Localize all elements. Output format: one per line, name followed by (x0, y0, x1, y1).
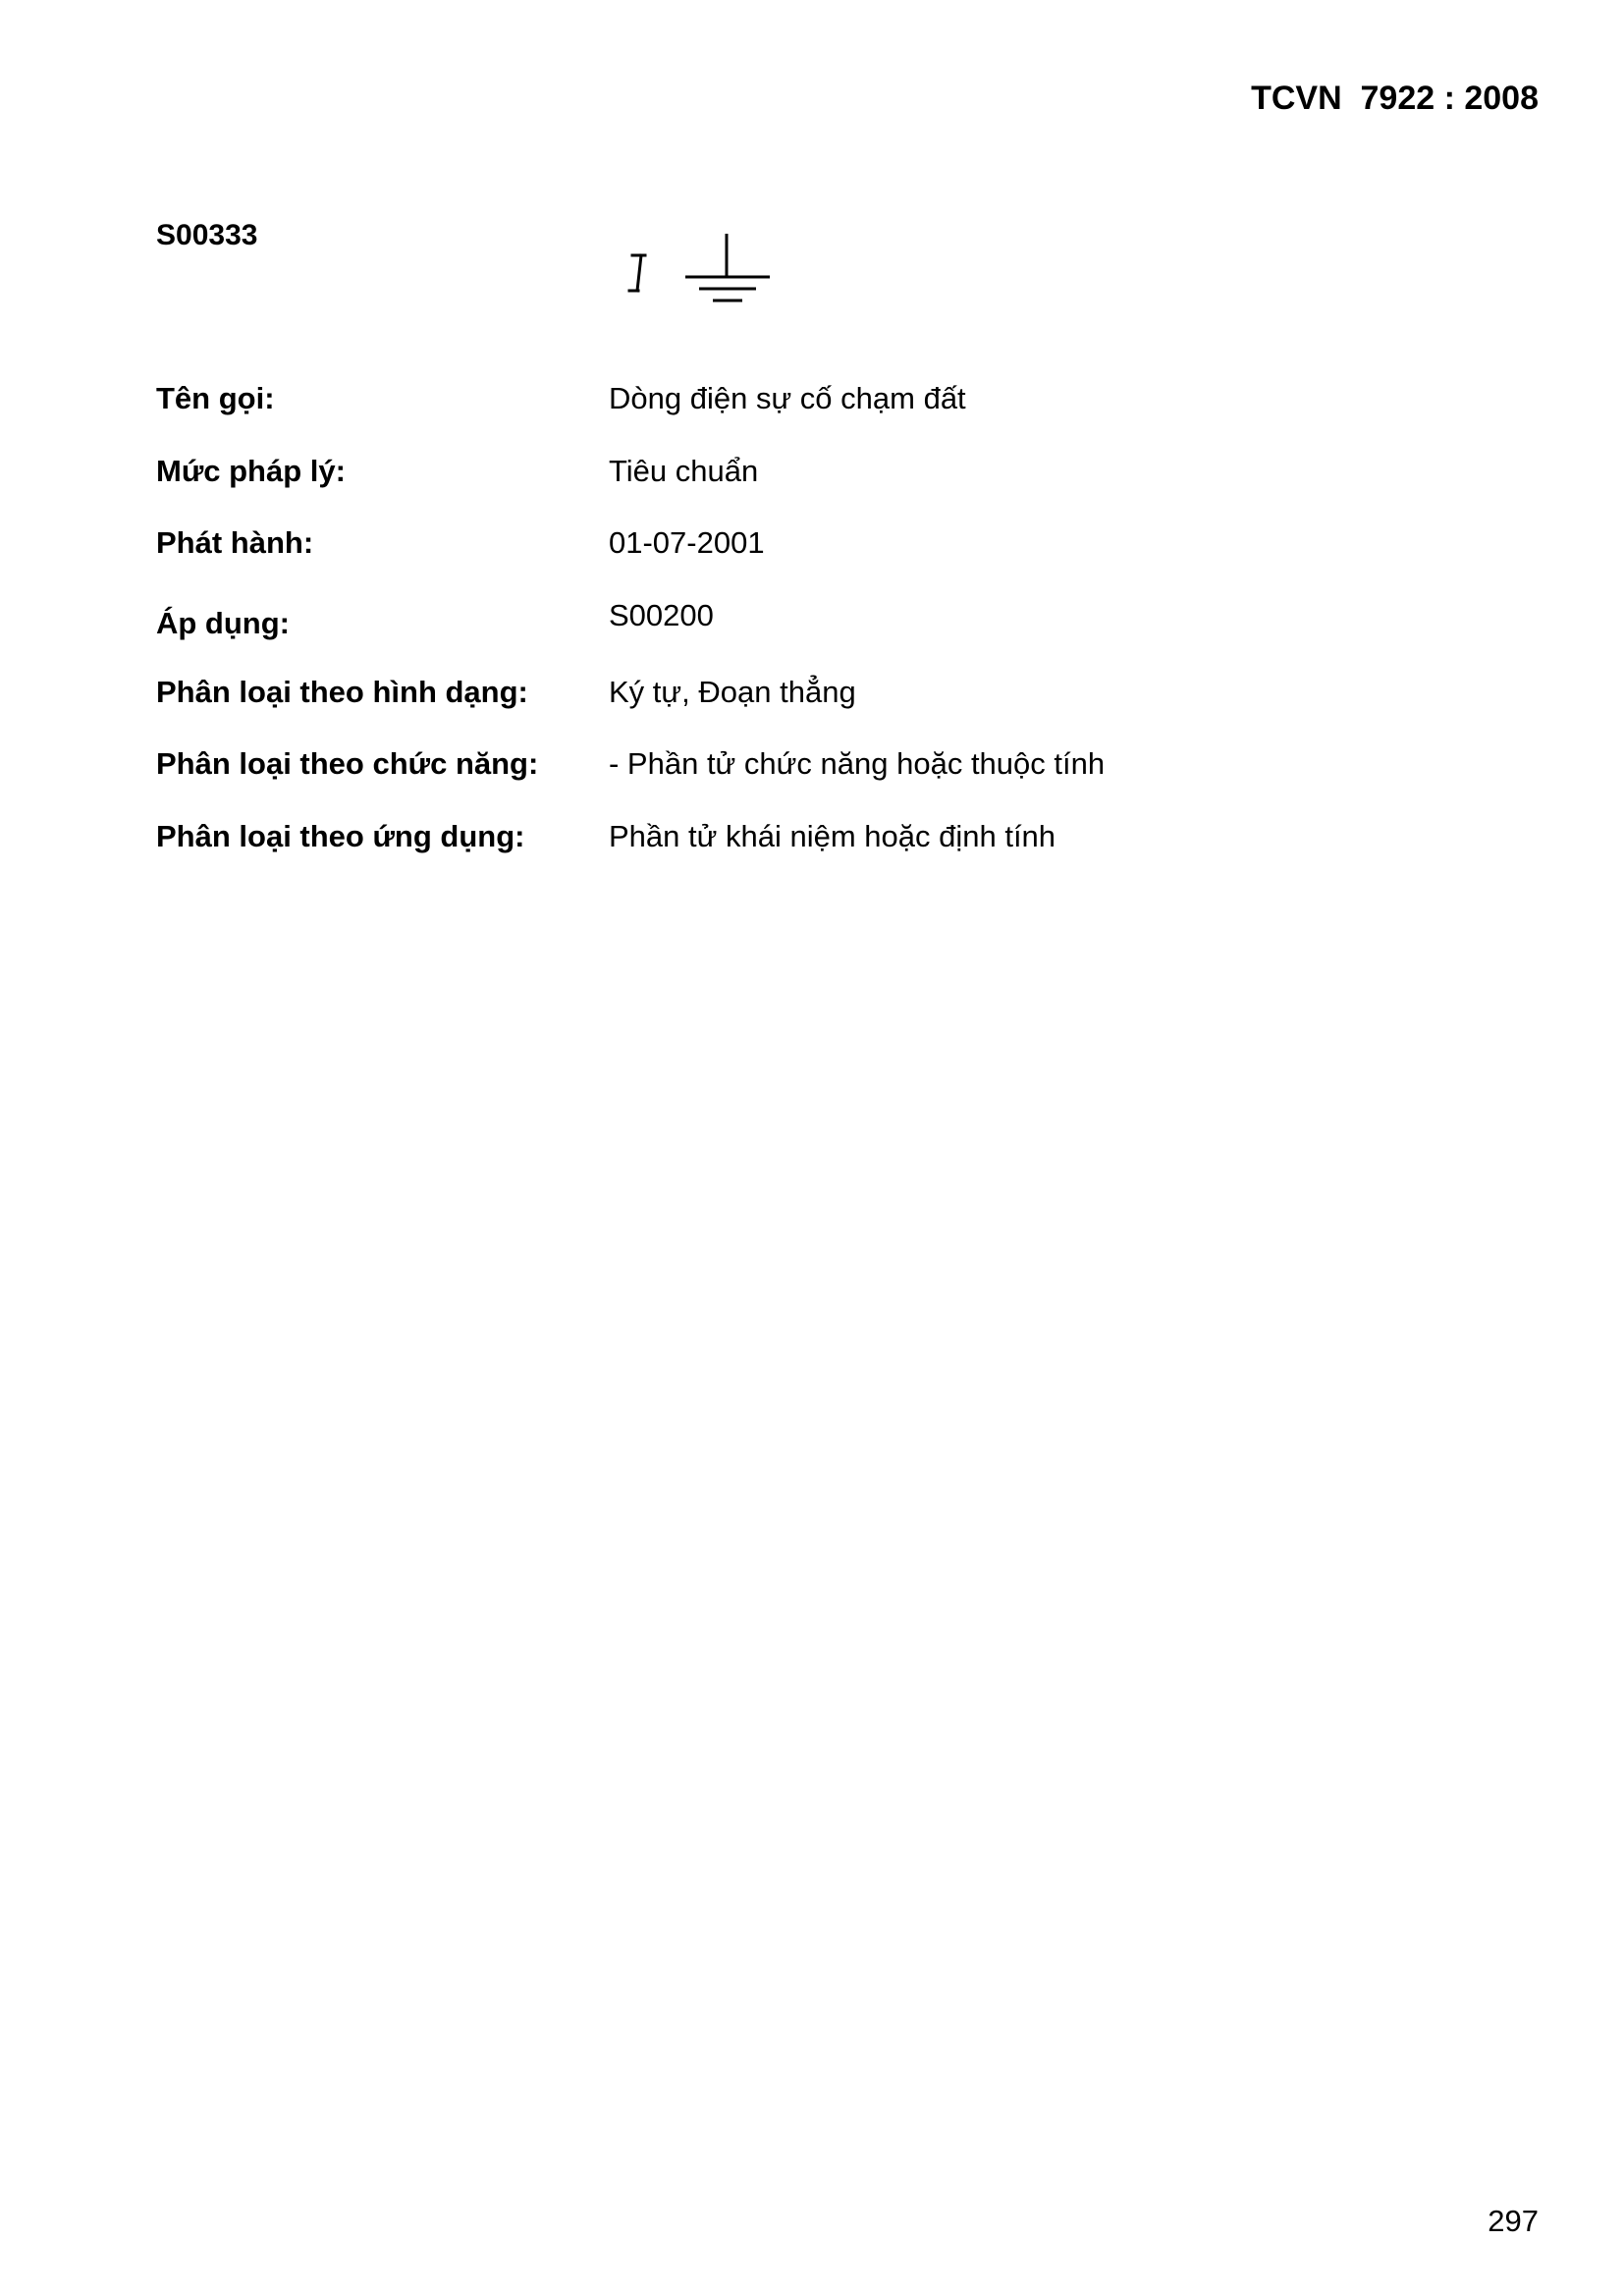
symbol-code: S00333 (156, 219, 258, 251)
property-row-name (156, 379, 1482, 418)
property-label: Áp dụng: (156, 606, 291, 640)
standard-code-header: TCVN 7922 : 2008 (1251, 80, 1539, 117)
property-value: Tiêu chuẩn (609, 454, 759, 488)
property-label: Phát hành: (156, 525, 314, 560)
property-label: Tên gọi: (156, 381, 275, 415)
property-value: Dòng điện sự cố chạm đất (609, 381, 966, 415)
property-row-function-classification (156, 744, 1482, 784)
property-value: Ký tự, Đoạn thẳng (609, 675, 856, 709)
earth-fault-current-symbol-icon (617, 228, 774, 316)
property-row-issued (156, 523, 1482, 563)
property-value: S00200 (609, 598, 714, 632)
property-row-application-classification (156, 817, 1482, 856)
property-row-legal-level (156, 452, 1482, 491)
property-label: Phân loại theo chức năng: (156, 746, 539, 781)
page-number: 297 (1488, 2204, 1539, 2238)
property-value: 01-07-2001 (609, 525, 765, 560)
property-label: Mức pháp lý: (156, 454, 346, 488)
property-label: Phân loại theo hình dạng: (156, 675, 528, 709)
property-value: - Phần tử chức năng hoặc thuộc tính (609, 746, 1106, 781)
property-label: Phân loại theo ứng dụng: (156, 819, 525, 853)
property-row-applies (156, 596, 1482, 640)
property-row-shape-classification (156, 673, 1482, 712)
property-value: Phần tử khái niệm hoặc định tính (609, 819, 1056, 853)
